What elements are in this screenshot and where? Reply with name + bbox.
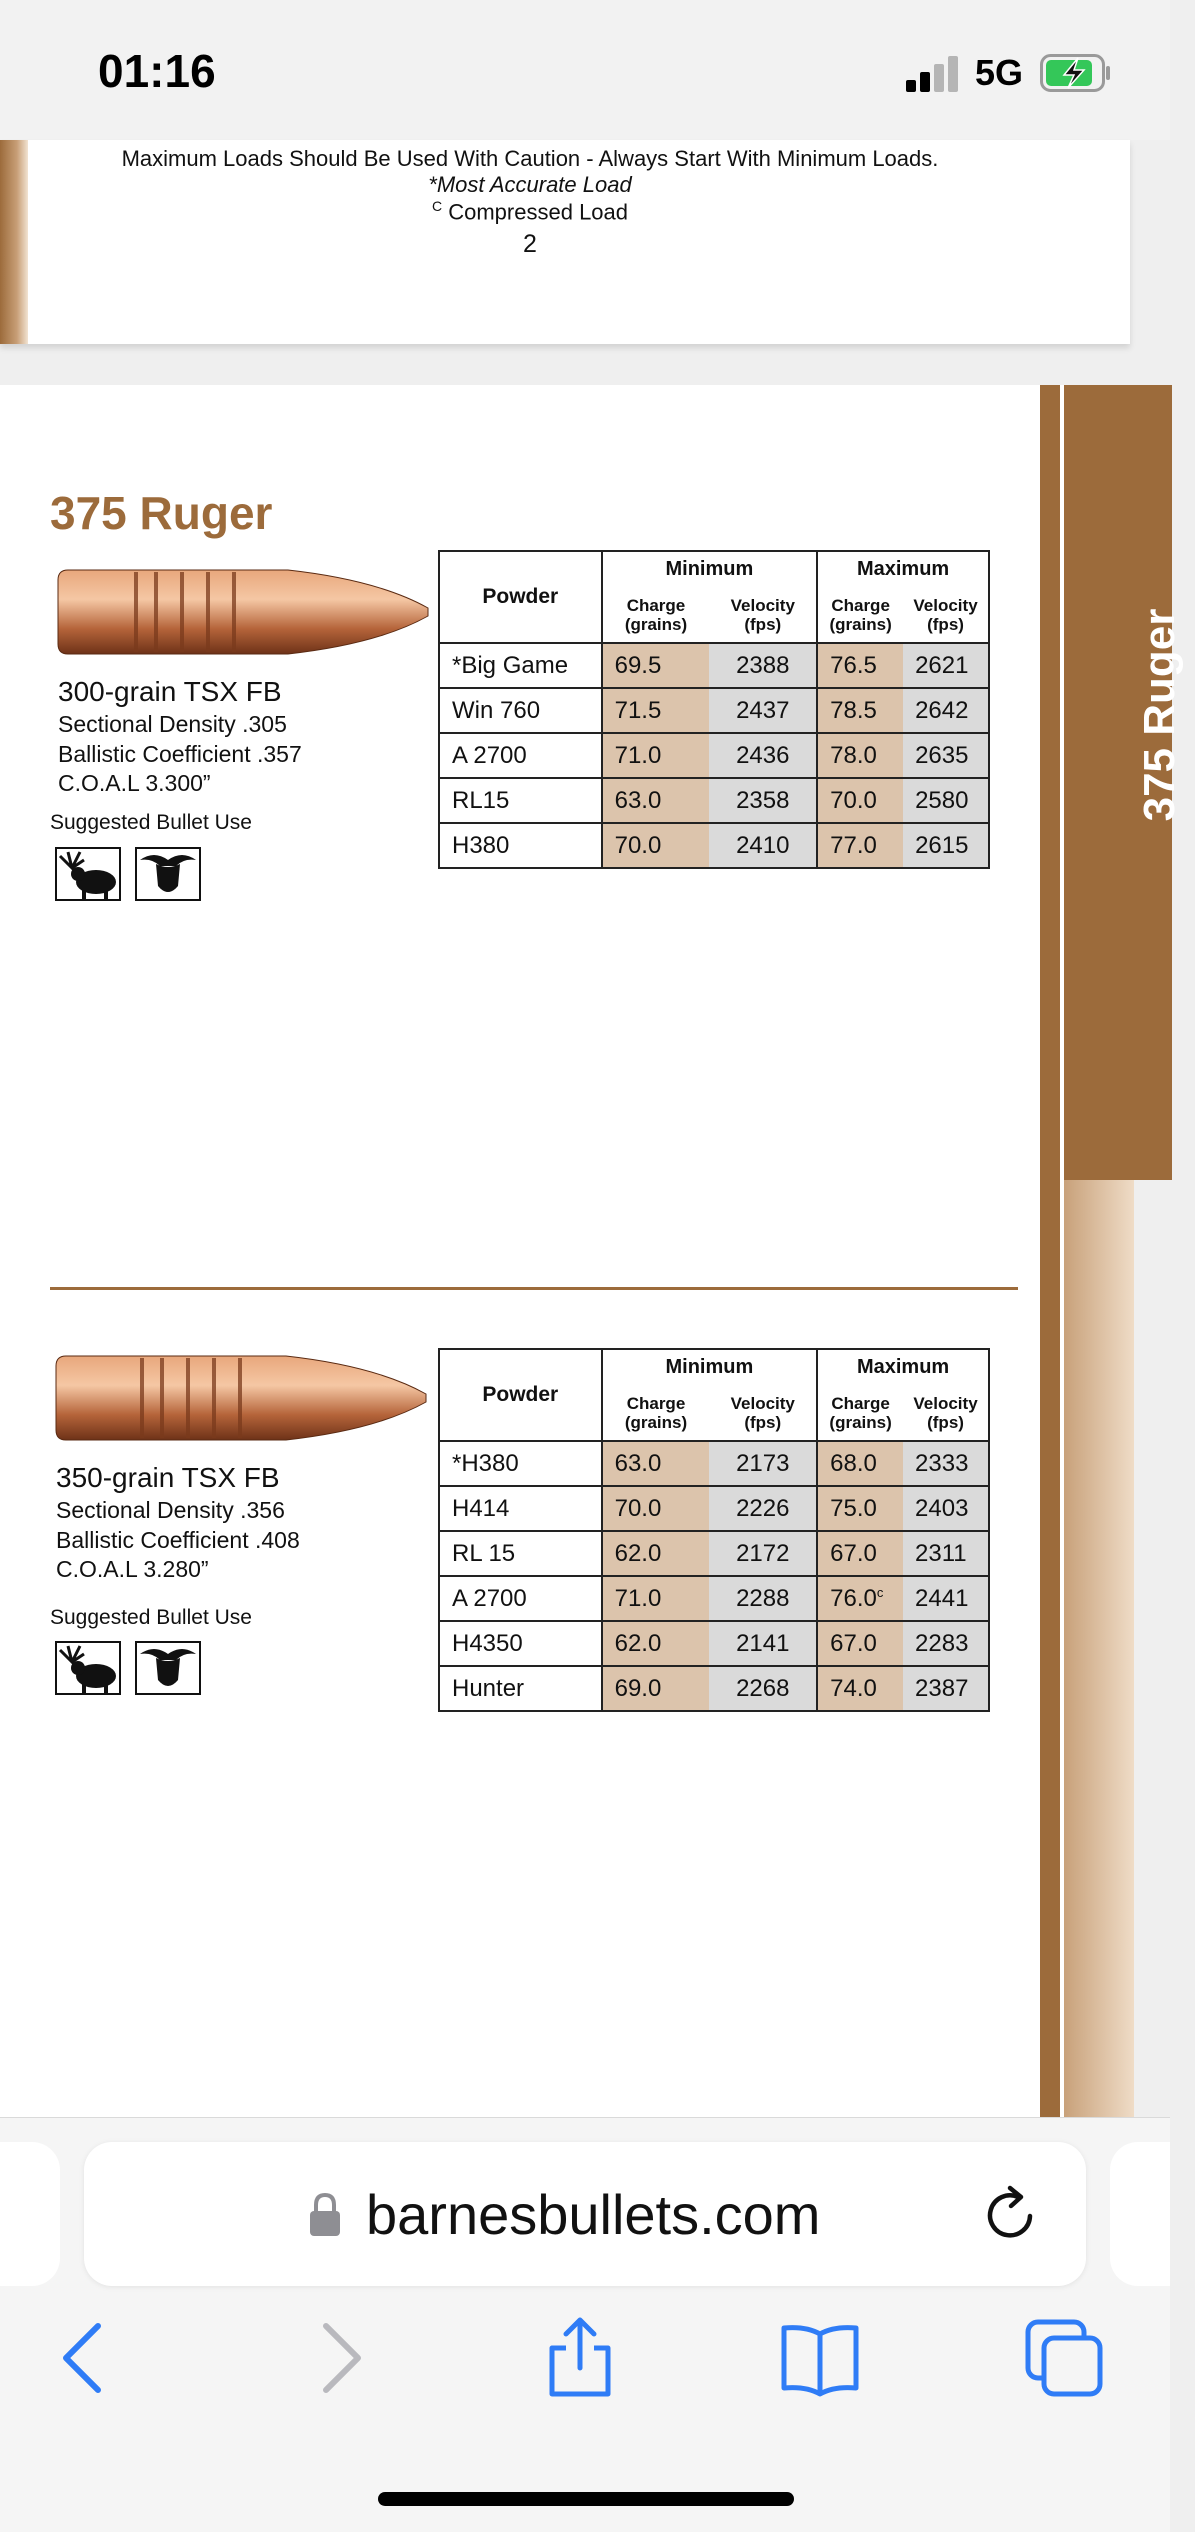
min-charge-cell: 71.0 — [602, 733, 710, 778]
network-type: 5G — [975, 52, 1024, 93]
header-minimum: Minimum — [602, 1349, 818, 1385]
powder-cell: Hunter — [439, 1666, 602, 1711]
page-edge — [0, 140, 28, 344]
powder-cell: A 2700 — [439, 1576, 602, 1621]
powder-cell: RL15 — [439, 778, 602, 823]
back-icon[interactable] — [46, 2318, 126, 2398]
max-velocity-cell: 2403 — [903, 1486, 989, 1531]
load-warning: Maximum Loads Should Be Used With Caution - Always Start With Minimum Loads. — [121, 146, 939, 171]
powder-cell: H4350 — [439, 1621, 602, 1666]
max-velocity-cell: 2441 — [903, 1576, 989, 1621]
page-number: 2 — [523, 230, 537, 258]
max-charge-cell — [817, 1576, 903, 1621]
caliber-tab — [1040, 385, 1134, 2117]
min-charge-cell: 69.5 — [602, 643, 710, 688]
signal-icon — [906, 56, 958, 92]
url-text[interactable]: barnesbullets.com — [366, 2183, 821, 2246]
powder-cell: A 2700 — [439, 733, 602, 778]
table-row — [439, 688, 989, 733]
most-accurate-note: *Most Accurate Load — [428, 172, 632, 197]
header-min-charge: Charge (grains) — [602, 587, 710, 643]
table-row — [439, 1621, 989, 1666]
min-velocity-cell: 2437 — [709, 688, 817, 733]
sectional-density: Sectional Density .305 — [58, 711, 287, 737]
max-velocity-cell: 2615 — [903, 823, 989, 868]
header-powder: Powder — [439, 1349, 602, 1441]
bullet-image — [58, 566, 430, 658]
compressed-mark: c — [876, 1584, 884, 1600]
coal: C.O.A.L 3.280” — [56, 1556, 209, 1582]
powder-cell: H380 — [439, 823, 602, 868]
ballistic-coefficient: Ballistic Coefficient .357 — [58, 741, 302, 767]
header-max-velocity: Velocity (fps) — [903, 1385, 989, 1441]
table-row — [439, 823, 989, 868]
max-charge-cell: 68.0 — [817, 1441, 903, 1486]
header-min-velocity: Velocity (fps) — [709, 587, 817, 643]
forward-icon[interactable] — [298, 2318, 378, 2398]
min-velocity-cell: 2388 — [709, 643, 817, 688]
status-bar — [0, 0, 1170, 140]
elk-icon — [54, 846, 122, 902]
max-velocity-cell: 2333 — [903, 1441, 989, 1486]
header-powder: Powder — [439, 551, 602, 643]
load-table-300gr — [438, 550, 990, 869]
min-charge-cell: 69.0 — [602, 1666, 710, 1711]
header-max-charge: Charge (grains) — [817, 587, 903, 643]
table-row — [439, 733, 989, 778]
table-row — [439, 1531, 989, 1576]
previous-tab-card[interactable] — [0, 2142, 60, 2286]
suggested-use-label: Suggested Bullet Use — [50, 811, 252, 834]
home-indicator[interactable] — [378, 2492, 794, 2506]
min-charge-cell: 63.0 — [602, 1441, 710, 1486]
bookmarks-icon[interactable] — [780, 2318, 860, 2398]
load-table-350gr — [438, 1348, 990, 1712]
table-row — [439, 778, 989, 823]
min-charge-cell: 62.0 — [602, 1531, 710, 1576]
max-charge-cell: 77.0 — [817, 823, 903, 868]
max-charge-cell: 78.5 — [817, 688, 903, 733]
header-min-velocity: Velocity (fps) — [709, 1385, 817, 1441]
next-tab-card[interactable] — [1110, 2142, 1170, 2286]
table-row — [439, 1666, 989, 1711]
min-velocity-cell: 2288 — [709, 1576, 817, 1621]
min-charge-cell: 70.0 — [602, 823, 710, 868]
max-velocity-cell: 2642 — [903, 688, 989, 733]
powder-cell: *H380 — [439, 1441, 602, 1486]
share-icon[interactable] — [540, 2318, 620, 2398]
max-velocity-cell: 2283 — [903, 1621, 989, 1666]
max-charge-cell: 67.0 — [817, 1531, 903, 1576]
powder-cell: RL 15 — [439, 1531, 602, 1576]
bullet-name: 300-grain TSX FB — [58, 676, 282, 707]
powder-cell: H414 — [439, 1486, 602, 1531]
lock-icon — [308, 2192, 342, 2238]
suggested-use-label: Suggested Bullet Use — [50, 1606, 252, 1629]
powder-cell: *Big Game — [439, 643, 602, 688]
powder-cell: Win 760 — [439, 688, 602, 733]
bullet-image — [52, 1352, 432, 1444]
caliber-tab-label: 375 Ruger — [1135, 608, 1184, 822]
min-velocity-cell: 2141 — [709, 1621, 817, 1666]
elk-icon — [54, 1640, 122, 1696]
min-charge-cell: 70.0 — [602, 1486, 710, 1531]
max-velocity-cell: 2387 — [903, 1666, 989, 1711]
max-charge-cell: 75.0 — [817, 1486, 903, 1531]
max-velocity-cell: 2580 — [903, 778, 989, 823]
header-min-charge: Charge (grains) — [602, 1385, 710, 1441]
min-charge-cell: 63.0 — [602, 778, 710, 823]
max-velocity-cell: 2621 — [903, 643, 989, 688]
max-charge-cell: 78.0 — [817, 733, 903, 778]
max-velocity-cell: 2635 — [903, 733, 989, 778]
table-row — [439, 643, 989, 688]
max-charge-cell: 76.5 — [817, 643, 903, 688]
battery-charging-icon — [1040, 54, 1112, 92]
max-velocity-cell: 2311 — [903, 1531, 989, 1576]
min-velocity-cell: 2226 — [709, 1486, 817, 1531]
min-charge-cell: 71.5 — [602, 688, 710, 733]
buffalo-icon — [134, 846, 202, 902]
compressed-note — [30, 198, 1030, 225]
header-maximum: Maximum — [817, 551, 989, 587]
table-row — [439, 1486, 989, 1531]
bullet-name: 350-grain TSX FB — [56, 1462, 280, 1493]
min-velocity-cell: 2268 — [709, 1666, 817, 1711]
min-velocity-cell: 2410 — [709, 823, 817, 868]
table-row — [439, 1576, 989, 1621]
max-charge-cell: 67.0 — [817, 1621, 903, 1666]
min-velocity-cell: 2358 — [709, 778, 817, 823]
header-max-velocity: Velocity (fps) — [903, 587, 989, 643]
buffalo-icon — [134, 1640, 202, 1696]
max-charge-cell: 70.0 — [817, 778, 903, 823]
max-charge-cell: 74.0 — [817, 1666, 903, 1711]
caliber-title: 375 Ruger — [50, 487, 273, 539]
min-velocity-cell: 2172 — [709, 1531, 817, 1576]
compressed-mark: C — [431, 198, 443, 214]
tabs-icon[interactable] — [1024, 2318, 1104, 2398]
min-velocity-cell: 2173 — [709, 1441, 817, 1486]
status-time: 01:16 — [98, 45, 216, 97]
table-row — [439, 1441, 989, 1486]
min-velocity-cell: 2436 — [709, 733, 817, 778]
reload-icon[interactable] — [980, 2184, 1040, 2244]
section-divider — [50, 1287, 1018, 1290]
header-maximum: Maximum — [817, 1349, 989, 1385]
compressed-label: Compressed Load — [448, 199, 629, 225]
min-charge-cell: 62.0 — [602, 1621, 710, 1666]
min-charge-cell: 71.0 — [602, 1576, 710, 1621]
header-max-charge: Charge (grains) — [817, 1385, 903, 1441]
ballistic-coefficient: Ballistic Coefficient .408 — [56, 1527, 300, 1553]
header-minimum: Minimum — [602, 551, 818, 587]
max-charge-value: 76.0 — [830, 1584, 877, 1612]
sectional-density: Sectional Density .356 — [56, 1497, 285, 1523]
coal: C.O.A.L 3.300” — [58, 770, 211, 796]
